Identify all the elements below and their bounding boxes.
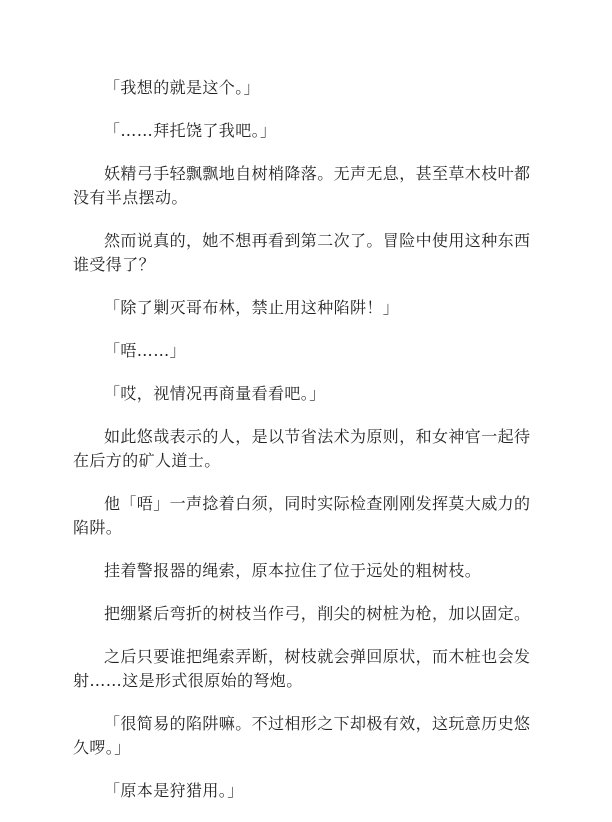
paragraph: 把绷紧后弯折的树枝当作弓，削尖的树桩为枪，加以固定。 xyxy=(104,604,531,623)
paragraph: 如此悠哉表示的人，是以节省法术为原则，和女神官一起待在后方的矿人道士。 xyxy=(73,427,531,470)
paragraph: 妖精弓手轻飘飘地自树梢降落。无声无息，甚至草木枝叶都没有半点摆动。 xyxy=(73,164,531,207)
paragraph: 然而说真的，她不想再看到第二次了。冒险中使用这种东西谁受得了？ xyxy=(73,231,531,274)
text-column xyxy=(73,76,543,822)
paragraph: 「除了剿灭哥布林，禁止用这种陷阱！」 xyxy=(104,298,400,317)
paragraph: 「很简易的陷阱嘛。不过相形之下却极有效，这玩意历史悠久啰。」 xyxy=(73,714,531,757)
paragraph: 之后只要谁把绳索弄断，树枝就会弹回原状，而木桩也会发射……这是形式很原始的弩炮。 xyxy=(73,647,531,690)
paragraph: 「哎，视情况再商量看看吧。」 xyxy=(104,384,326,403)
paragraph: 「我想的就是这个。」 xyxy=(104,78,261,97)
paragraph: 他「唔」一声捻着白须，同时实际检查刚刚发挥莫大威力的陷阱。 xyxy=(73,494,531,537)
paragraph: 「唔……」 xyxy=(104,341,187,360)
paragraph: 「……拜托饶了我吧。」 xyxy=(104,121,277,140)
paragraph: 挂着警报器的绳索，原本拉住了位于远处的粗树枝。 xyxy=(104,561,482,580)
paragraph: 「原本是狩猎用。」 xyxy=(104,781,244,800)
